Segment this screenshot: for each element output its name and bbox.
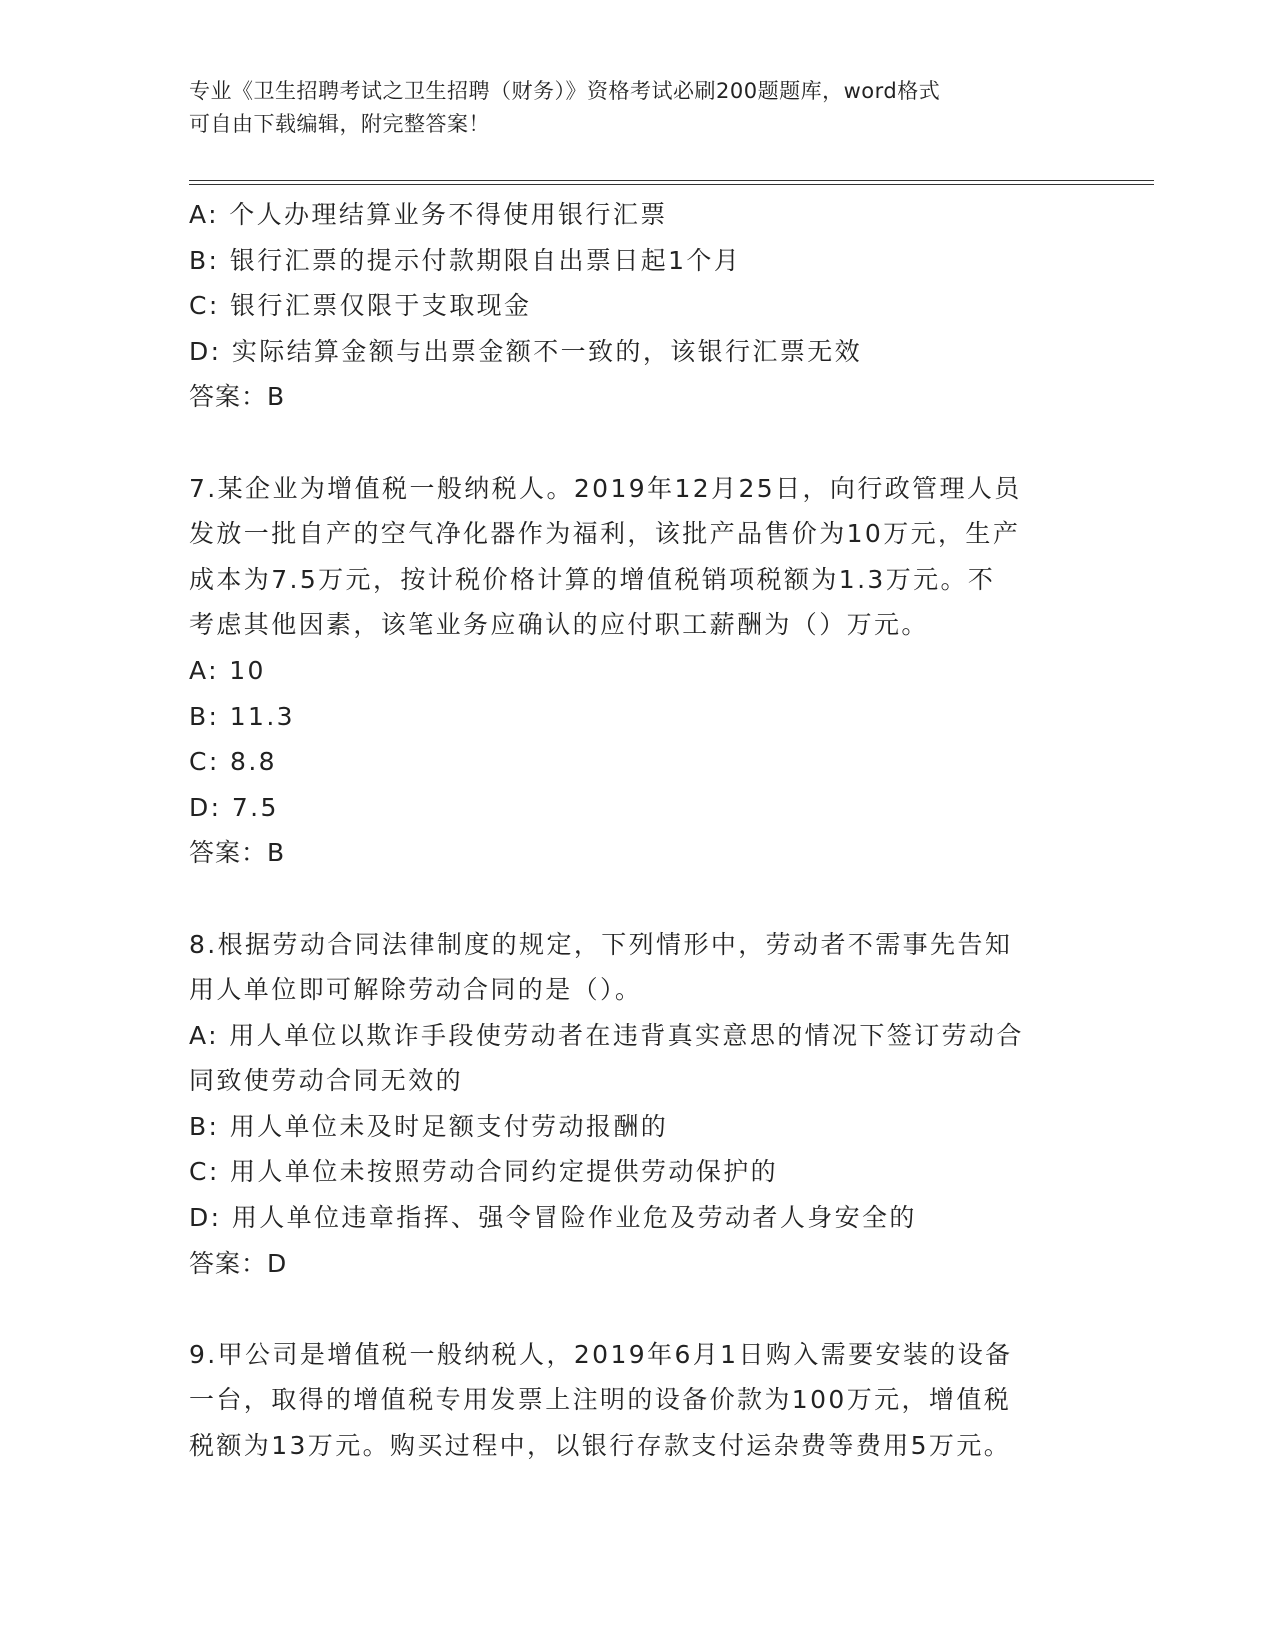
option-a: A: 用人单位以欺诈手段使劳动者在违背真实意思的情况下签订劳动合 bbox=[189, 1020, 1024, 1050]
header-line-2: 可自由下载编辑，附完整答案！ bbox=[189, 112, 490, 136]
spacer bbox=[189, 876, 1089, 922]
question-text: 9.甲公司是增值税一般纳税人，2019年6月1日购入需要安装的设备 bbox=[189, 1339, 1013, 1369]
option-b: B: 用人单位未及时足额支付劳动报酬的 bbox=[189, 1111, 669, 1141]
question-text: 一台，取得的增值税专用发票上注明的设备价款为100万元，增值税 bbox=[189, 1385, 1012, 1415]
option-c: C: 银行汇票仅限于支取现金 bbox=[189, 291, 532, 321]
question-text: 发放一批自产的空气净化器作为福利，该批产品售价为10万元，生产 bbox=[189, 519, 1021, 549]
question-text: 税额为13万元。购买过程中，以银行存款支付运杂费等费用5万元。 bbox=[189, 1431, 1012, 1461]
question-block bbox=[189, 192, 1089, 420]
question-content bbox=[189, 192, 1089, 1469]
question-text: 7.某企业为增值税一般纳税人。2019年12月25日，向行政管理人员 bbox=[189, 473, 1022, 503]
header-divider bbox=[189, 180, 1154, 181]
option-c: C: 用人单位未按照劳动合同约定提供劳动保护的 bbox=[189, 1157, 779, 1187]
answer: 答案：B bbox=[189, 382, 286, 412]
question-text: 8.根据劳动合同法律制度的规定，下列情形中，劳动者不需事先告知 bbox=[189, 929, 1013, 959]
spacer bbox=[189, 420, 1089, 466]
option-a: A: 个人办理结算业务不得使用银行汇票 bbox=[189, 200, 668, 229]
option-d: D: 用人单位违章指挥、强令冒险作业危及劳动者人身安全的 bbox=[189, 1203, 917, 1233]
option-b: B: 11.3 bbox=[189, 701, 295, 731]
question-block bbox=[189, 1332, 1089, 1469]
question-block bbox=[189, 922, 1089, 1287]
header-divider-inner bbox=[189, 184, 1154, 185]
answer: 答案：D bbox=[189, 1248, 288, 1278]
option-b: B: 银行汇票的提示付款期限自出票日起1个月 bbox=[189, 245, 742, 275]
document-header bbox=[189, 75, 1069, 141]
option-a: A: 10 bbox=[189, 655, 266, 685]
option-d: D: 实际结算金额与出票金额不一致的，该银行汇票无效 bbox=[189, 336, 863, 366]
option-d: D: 7.5 bbox=[189, 792, 279, 822]
header-line-1: 专业《卫生招聘考试之卫生招聘（财务）》资格考试必刷200题题库，word格式 bbox=[189, 79, 941, 103]
option-c: C: 8.8 bbox=[189, 747, 277, 777]
spacer bbox=[189, 1286, 1089, 1332]
answer: 答案：B bbox=[189, 838, 286, 868]
question-block bbox=[189, 466, 1089, 876]
question-text: 成本为7.5万元，按计税价格计算的增值税销项税额为1.3万元。不 bbox=[189, 564, 996, 594]
question-text: 用人单位即可解除劳动合同的是（）。 bbox=[189, 975, 643, 1005]
question-text: 考虑其他因素，该笔业务应确认的应付职工薪酬为（）万元。 bbox=[189, 610, 929, 640]
option-a-continued: 同致使劳动合同无效的 bbox=[189, 1066, 464, 1096]
